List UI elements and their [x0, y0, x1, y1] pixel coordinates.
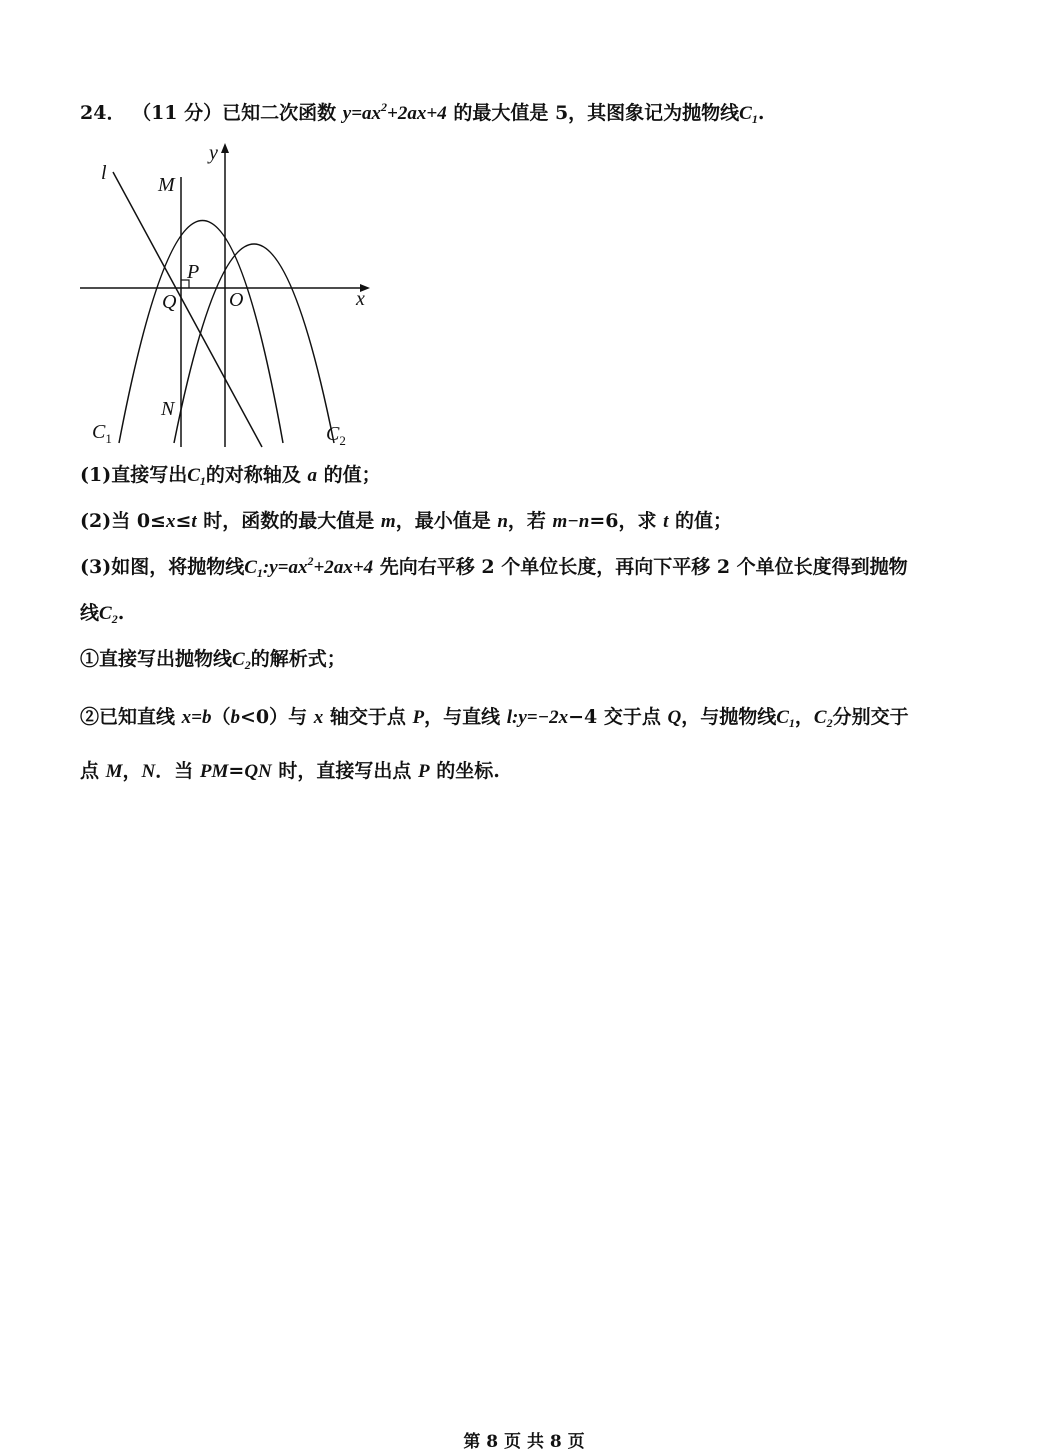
- label-x: x: [356, 288, 365, 310]
- sub-question-2-cont: 点 M，N．当 PM=QN 时，直接写出点 P 的坐标.: [80, 760, 500, 782]
- sub-question-1: ①直接写出抛物线$C_2$的解析式；: [80, 648, 346, 672]
- label-p: P: [187, 261, 200, 283]
- question-points: （11 分）: [132, 102, 223, 124]
- question-number: 24．: [80, 102, 126, 124]
- sub-question-2: ②已知直线 x=b（b<0）与 x 轴交于点 P，与直线 l:y=−2x−4 交于点 Q，与抛物线$C_1$，$C_2$分别交于: [80, 706, 909, 730]
- label-q: Q: [162, 291, 177, 313]
- part-2: (2)当 0≤x≤t 时，函数的最大值是 m，最小值是 n，若 m−n=6，求 t 的值；: [80, 510, 733, 532]
- y-axis-arrow: [221, 143, 229, 153]
- part-3-cont: 线$C_2$.: [80, 602, 125, 626]
- page-footer: 第 8 页 共 8 页: [463, 1432, 585, 1452]
- function-expression: $y=ax^2+2ax+4$: [342, 100, 447, 124]
- label-l: l: [101, 162, 107, 184]
- label-m: M: [158, 174, 175, 196]
- label-c2: $C_2$: [326, 423, 346, 448]
- label-o: O: [229, 289, 244, 311]
- part-3: (3)如图，将抛物线$C_1:y=ax^2+2ax+4$ 先向右平移 2 个单位长度，再向下平移 2 个单位长度得到抛物: [80, 554, 908, 580]
- page-number: 8: [486, 1432, 499, 1452]
- label-n: N: [161, 398, 175, 420]
- label-y: y: [209, 142, 218, 164]
- question-title: 24． （11 分）已知二次函数 $y=ax^2+2ax+4$ 的最大值是 5，其图象记为抛物线$C_1$.: [80, 100, 765, 126]
- part-1: (1)直接写出$C_1$的对称轴及 a 的值；: [80, 464, 381, 488]
- parabola-figure: [80, 135, 380, 450]
- curve-name: $C_1$: [739, 103, 758, 126]
- label-c1: $C_1$: [92, 421, 112, 446]
- page-total: 8: [549, 1432, 562, 1452]
